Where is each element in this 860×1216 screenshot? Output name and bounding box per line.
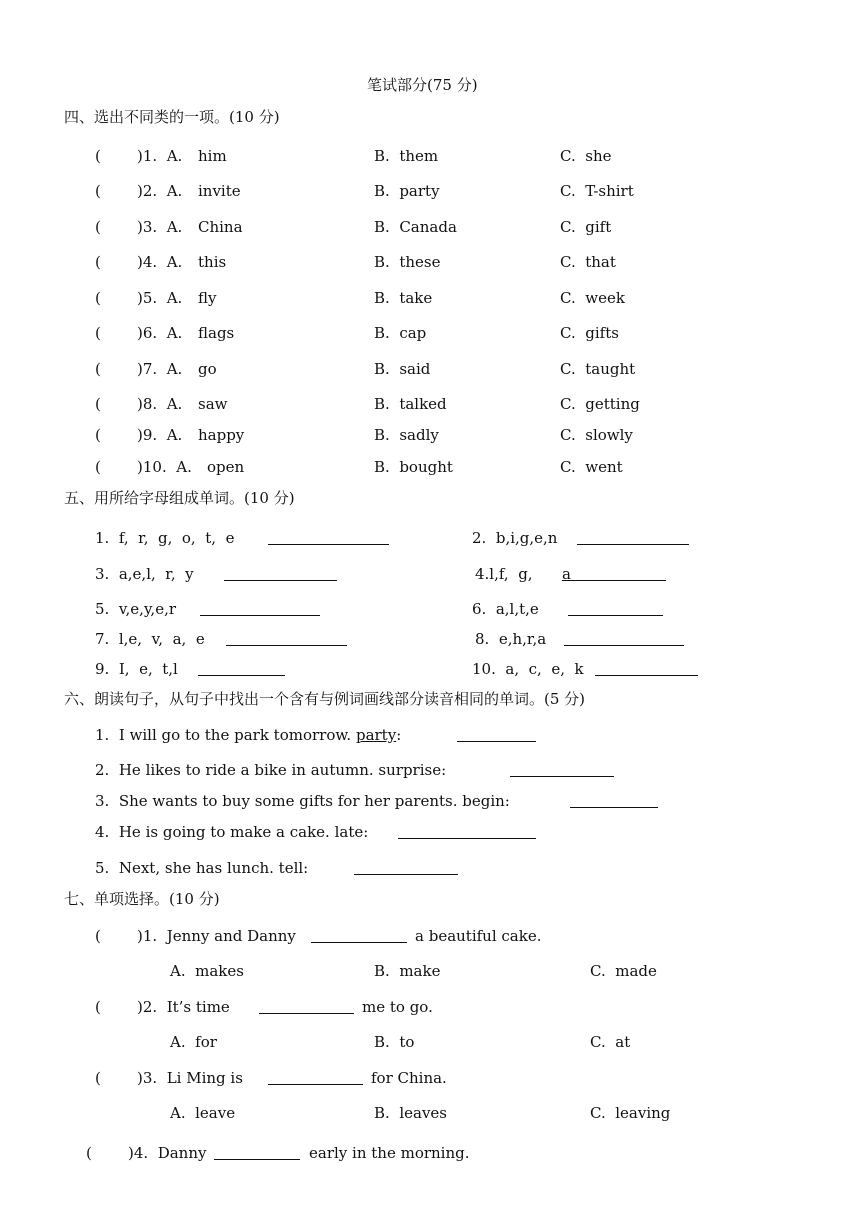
- s4-q5-option-a: fly: [198, 289, 217, 307]
- s4-q9-option-b: B. sadly: [374, 426, 439, 444]
- s4-q3-option-a: China: [198, 218, 243, 236]
- s7-q3-paren: (: [95, 1069, 101, 1087]
- s5-item-10: 10. a, c, e, k: [472, 660, 584, 678]
- s6-answer-1[interactable]: [457, 727, 536, 742]
- s6-answer-3[interactable]: [570, 793, 658, 808]
- s4-q1-option-a: him: [198, 147, 227, 165]
- s4-q3-paren: (: [95, 218, 101, 236]
- s5-answer-5[interactable]: [200, 601, 320, 616]
- s5-answer-6[interactable]: [568, 601, 663, 616]
- section-5-heading: 五、用所给字母组成单词。(10 分): [64, 489, 295, 507]
- s4-q7-paren: (: [95, 360, 101, 378]
- s6-sentence-3: 3. She wants to buy some gifts for her parents. begin:: [95, 792, 510, 810]
- s5-item-3: 3. a,e,l, r, y: [95, 565, 194, 583]
- s6-sentence-1: 1. I will go to the park tomorrow. party:: [95, 726, 402, 744]
- s7-q2-stem: )2. It’s time: [137, 998, 230, 1016]
- s7-q4-blank[interactable]: [214, 1145, 300, 1160]
- section-4-heading: 四、选出不同类的一项。(10 分): [64, 108, 280, 126]
- s7-q4-tail: early in the morning.: [309, 1144, 470, 1162]
- s4-q7-option-b: B. said: [374, 360, 431, 378]
- s5-answer-10[interactable]: [595, 661, 698, 676]
- s4-q6-option-b: B. cap: [374, 324, 427, 342]
- s4-q1-number: )1. A.: [137, 147, 183, 165]
- s6-answer-4[interactable]: [398, 824, 536, 839]
- s7-q4-paren: (: [86, 1144, 92, 1162]
- s7-q2-blank[interactable]: [259, 999, 354, 1014]
- s7-q1-tail: a beautiful cake.: [415, 927, 542, 945]
- s4-q2-paren: (: [95, 182, 101, 200]
- s5-answer-2[interactable]: [577, 530, 689, 545]
- section-6-heading: 六、朗读句子，从句子中找出一个含有与例词画线部分读音相同的单词。(5 分): [64, 690, 586, 708]
- s4-q4-option-a: this: [198, 253, 227, 271]
- s7-q1-stem: )1. Jenny and Danny: [137, 927, 296, 945]
- s4-q3-option-b: B. Canada: [374, 218, 457, 236]
- s5-item-5: 5. v,e,y,e,r: [95, 600, 177, 618]
- s7-q3-option-b: B. leaves: [374, 1104, 447, 1122]
- s4-q10-option-c: C. went: [560, 458, 623, 476]
- s7-q3-option-a: A. leave: [170, 1104, 236, 1122]
- s7-q4-stem: )4. Danny: [128, 1144, 207, 1162]
- s5-item-4-prefill: a: [562, 565, 571, 583]
- s7-q2-option-b: B. to: [374, 1033, 415, 1051]
- s5-item-9: 9. I, e, t,l: [95, 660, 178, 678]
- s7-q2-option-c: C. at: [590, 1033, 631, 1051]
- s5-item-4: 4.l,f, g,: [475, 565, 533, 583]
- s7-q3-stem: )3. Li Ming is: [137, 1069, 243, 1087]
- s6-example-word-1: party: [355, 726, 397, 744]
- s5-answer-1[interactable]: [268, 530, 389, 545]
- s7-q2-tail: me to go.: [362, 998, 433, 1016]
- s4-q7-option-a: go: [198, 360, 217, 378]
- s4-q8-option-b: B. talked: [374, 395, 447, 413]
- s4-q9-option-c: C. slowly: [560, 426, 633, 444]
- s4-q7-option-c: C. taught: [560, 360, 636, 378]
- s4-q10-number: )10. A.: [137, 458, 192, 476]
- s5-answer-7[interactable]: [226, 631, 347, 646]
- s5-item-1: 1. f, r, g, o, t, e: [95, 529, 235, 547]
- s4-q6-paren: (: [95, 324, 101, 342]
- s6-answer-2[interactable]: [510, 762, 614, 777]
- s7-q1-option-b: B. make: [374, 962, 441, 980]
- s6-answer-5[interactable]: [354, 860, 458, 875]
- s6-sentence-5: 5. Next, she has lunch. tell:: [95, 859, 309, 877]
- s7-q1-option-c: C. made: [590, 962, 657, 980]
- s4-q4-option-b: B. these: [374, 253, 441, 271]
- s4-q9-option-a: happy: [198, 426, 245, 444]
- s4-q5-option-b: B. take: [374, 289, 433, 307]
- s4-q6-option-a: flags: [198, 324, 235, 342]
- s7-q1-option-a: A. makes: [170, 962, 244, 980]
- s4-q1-option-b: B. them: [374, 147, 439, 165]
- s4-q6-option-c: C. gifts: [560, 324, 619, 342]
- s4-q10-option-a: open: [207, 458, 245, 476]
- s4-q3-option-c: C. gift: [560, 218, 612, 236]
- s4-q6-number: )6. A.: [137, 324, 183, 342]
- s5-answer-4[interactable]: [562, 566, 666, 581]
- s4-q4-paren: (: [95, 253, 101, 271]
- s5-item-2: 2. b,i,g,e,n: [472, 529, 558, 547]
- s5-answer-3[interactable]: [224, 566, 337, 581]
- s4-q1-paren: (: [95, 147, 101, 165]
- s4-q2-option-c: C. T-shirt: [560, 182, 634, 200]
- page-title: 笔试部分(75 分): [367, 76, 478, 94]
- s5-item-8: 8. e,h,r,a: [475, 630, 547, 648]
- s4-q2-number: )2. A.: [137, 182, 183, 200]
- s4-q3-number: )3. A.: [137, 218, 183, 236]
- s5-answer-9[interactable]: [198, 661, 285, 676]
- s7-q1-blank[interactable]: [311, 928, 407, 943]
- s4-q7-number: )7. A.: [137, 360, 183, 378]
- s7-q3-blank[interactable]: [268, 1070, 363, 1085]
- s4-q2-option-b: B. party: [374, 182, 440, 200]
- s4-q4-number: )4. A.: [137, 253, 183, 271]
- s4-q5-number: )5. A.: [137, 289, 183, 307]
- s4-q1-option-c: C. she: [560, 147, 612, 165]
- s5-item-6: 6. a,l,t,e: [472, 600, 539, 618]
- s4-q8-option-c: C. getting: [560, 395, 640, 413]
- s7-q3-tail: for China.: [371, 1069, 447, 1087]
- s4-q8-option-a: saw: [198, 395, 228, 413]
- s4-q8-number: )8. A.: [137, 395, 183, 413]
- s4-q9-number: )9. A.: [137, 426, 183, 444]
- s4-q8-paren: (: [95, 395, 101, 413]
- s4-q10-paren: (: [95, 458, 101, 476]
- s4-q10-option-b: B. bought: [374, 458, 453, 476]
- section-7-heading: 七、单项选择。(10 分): [64, 890, 220, 908]
- s4-q4-option-c: C. that: [560, 253, 616, 271]
- s4-q5-paren: (: [95, 289, 101, 307]
- s4-q5-option-c: C. week: [560, 289, 625, 307]
- s4-q2-option-a: invite: [198, 182, 241, 200]
- s7-q2-option-a: A. for: [170, 1033, 217, 1051]
- s7-q2-paren: (: [95, 998, 101, 1016]
- s7-q1-paren: (: [95, 927, 101, 945]
- s6-sentence-4: 4. He is going to make a cake. late:: [95, 823, 369, 841]
- s5-answer-8[interactable]: [564, 631, 684, 646]
- s7-q3-option-c: C. leaving: [590, 1104, 671, 1122]
- s6-sentence-2: 2. He likes to ride a bike in autumn. surprise:: [95, 761, 447, 779]
- s5-item-7: 7. l,e, v, a, e: [95, 630, 205, 648]
- s4-q9-paren: (: [95, 426, 101, 444]
